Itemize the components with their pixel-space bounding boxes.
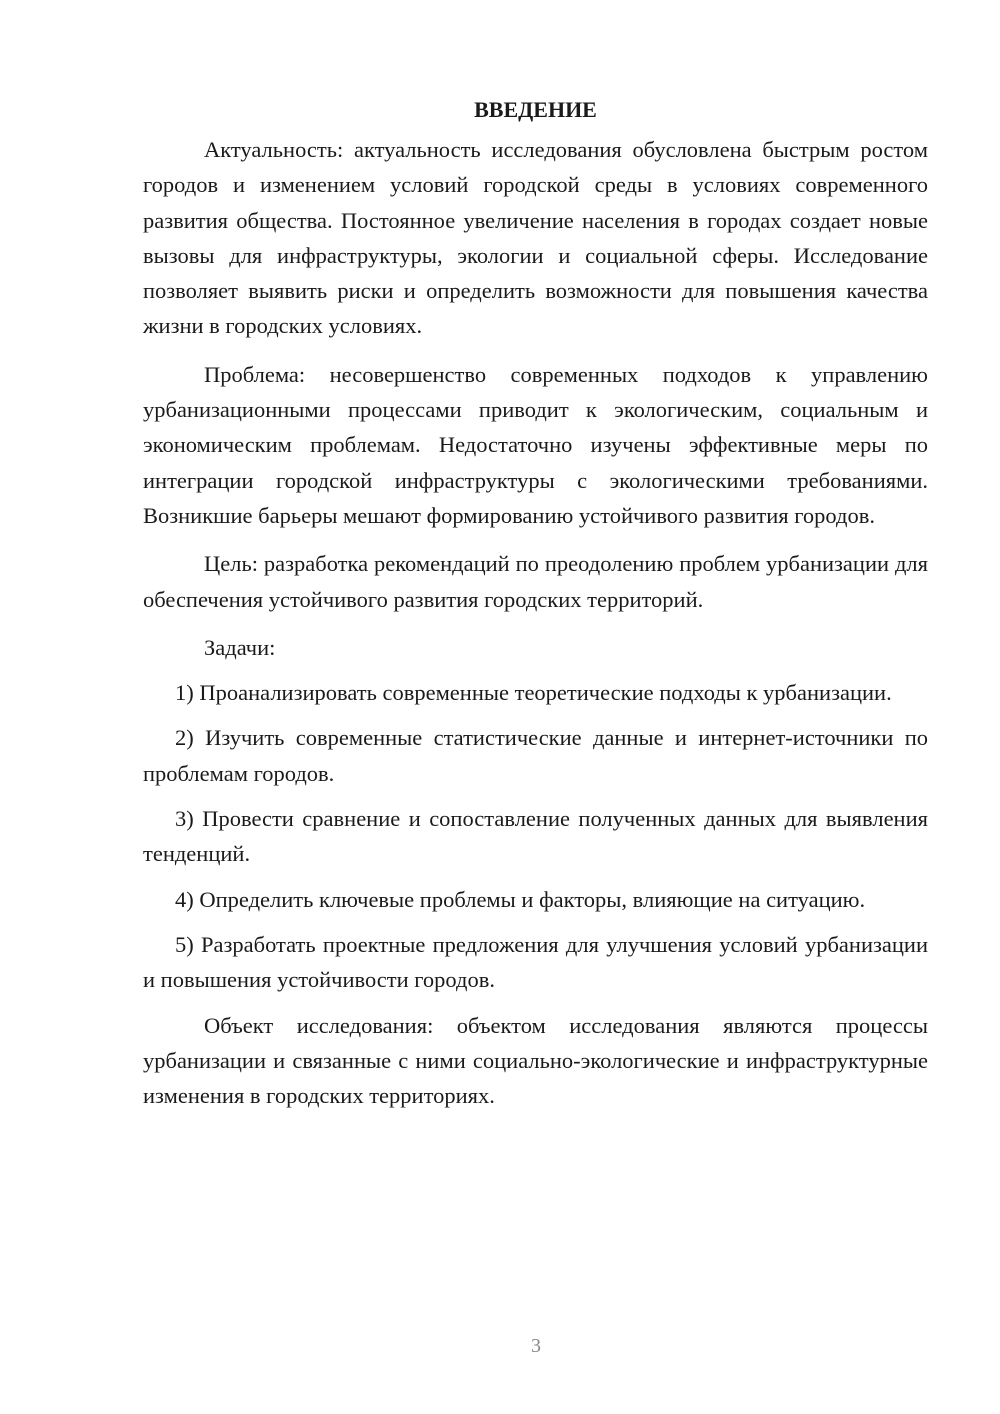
task-item: 3) Провести сравнение и сопоставление полученных данных для выявления тенденций.: [143, 806, 928, 867]
task-item: 4) Определить ключевые проблемы и факторы, влияющие на ситуацию.: [175, 886, 866, 912]
task-item: 2) Изучить современные статистические данные и интернет-источники по проблемам городов.: [143, 725, 928, 786]
problem-paragraph: Проблема: несовершенство современных подходов к управлению урбанизационными процессами приводит к экологическим, социальным и экономическим проблемам. Недостаточно изучены эффективные меры по интеграции городской инфраструктуры с экологическими требованиями. Возникшие барьеры мешают формированию устойчивого развития городов.: [143, 361, 928, 528]
object-paragraph: Объект исследования: объектом исследования являются процессы урбанизации и связанные с ними социально-экологические и инфраструктурные изменения в городских территориях.: [143, 1012, 928, 1109]
task-item: 1) Проанализировать современные теоретические подходы к урбанизации.: [175, 680, 892, 706]
relevance-paragraph: Актуальность: актуальность исследования обусловлена быстрым ростом городов и изменением условий городской среды в условиях современного развития общества. Постоянное увеличение населения в городах создает новые вызовы для инфраструктуры, экологии и социальной сферы. Исследование позволяет выявить риски и определить возможности для повышения качества жизни в городских условиях.: [143, 137, 928, 339]
task-item: 5) Разработать проектные предложения для улучшения условий урбанизации и повышения устойчивости городов.: [143, 931, 928, 993]
tasks-label: Задачи:: [204, 634, 276, 660]
page-number: 3: [531, 1335, 541, 1357]
document-page: [143, 96, 928, 1126]
goal-paragraph: Цель: разработка рекомендаций по преодолению проблем урбанизации для обеспечения устойчивого развития городских территорий.: [143, 551, 928, 612]
page-title: ВВЕДЕНИЕ: [474, 97, 597, 122]
